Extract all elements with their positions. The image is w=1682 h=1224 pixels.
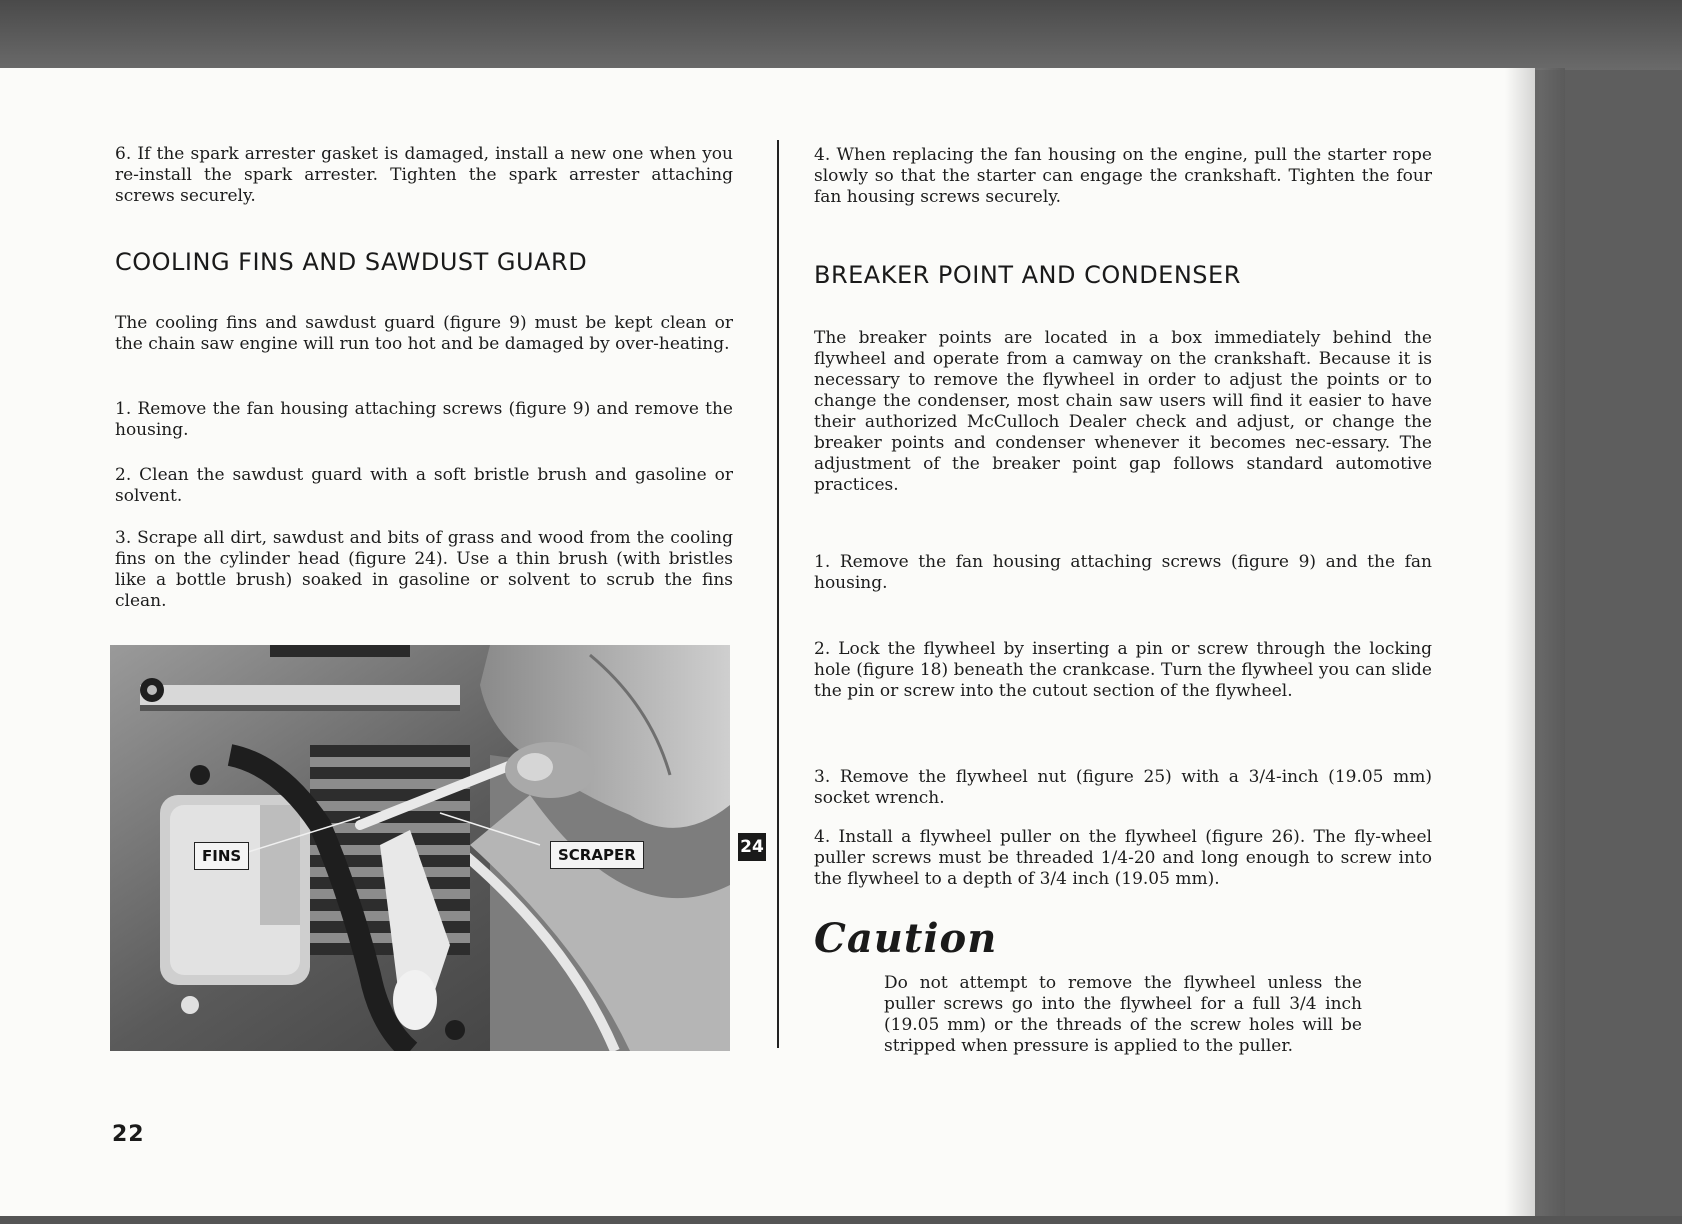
page-edge-shadow (1505, 68, 1565, 1218)
cooling-fins-paragraph: The cooling fins and sawdust guard (figure 9) must be kept clean or the chain saw engine will run too hot and be damaged by over-heating. (115, 313, 733, 354)
cooling-fins-heading: COOLING FINS AND SAWDUST GUARD (115, 248, 588, 276)
left-step-2 (115, 465, 733, 507)
breaker-point-heading: BREAKER POINT AND CONDENSER (814, 261, 1241, 289)
step-remove-flywheel-nut: 3. Remove the flywheel nut (figure 25) with a 3/4-inch (19.05 mm) socket wrench. (814, 767, 1432, 808)
step-install-puller: 4. Install a flywheel puller on the flywheel (figure 26). The fly-wheel puller screws must be threaded 1/4-20 and long enough to screw into the flywheel to a depth of 3/4 inch (19.05 mm). (814, 827, 1432, 889)
column-divider (777, 140, 779, 1048)
bottom-edge (0, 1216, 1682, 1224)
left-intro-paragraph (115, 144, 733, 207)
spark-arrester-paragraph: 6. If the spark arrester gasket is damaged, install a new one when you re-install the spark arrester. Tighten the spark arrester attaching screws securely. (115, 144, 733, 206)
left-step-3 (115, 528, 733, 612)
fan-housing-paragraph: 4. When replacing the fan housing on the engine, pull the starter rope slowly so that the starter can engage the crankshaft. Tighten the four fan housing screws securely. (814, 145, 1432, 207)
step-scrape-fins: 3. Scrape all dirt, sawdust and bits of grass and wood from the cooling fins on the cylinder head (figure 24). Use a thin brush (with bristles like a bottle brush) soaked in gasoline or solvent to scrub the fins clean. (115, 528, 733, 611)
step-clean-guard: 2. Clean the sawdust guard with a soft bristle brush and gasoline or solvent. (115, 465, 733, 506)
right-step-2 (814, 639, 1432, 702)
breaker-points-paragraph: The breaker points are located in a box immediately behind the flywheel and operate from a camway on the crankshaft. Because it is necessary to remove the flywheel in order to adjust the points or to change the condenser, most chain saw users will find it easier to have their authorized McCulloch Dealer check and adjust, or change the breaker points and condenser whenever it becomes nec-essary. The adjustment of the breaker point gap follows standard automotive practices. (814, 328, 1432, 495)
right-step-4 (814, 827, 1432, 890)
step-remove-housing: 1. Remove the fan housing attaching screws (figure 9) and remove the housing. (115, 399, 733, 440)
right-body (814, 328, 1432, 496)
fins-label: FINS (194, 842, 249, 870)
page-number: 22 (112, 1122, 145, 1147)
right-intro-paragraph (814, 145, 1432, 208)
step-remove-fan-housing: 1. Remove the fan housing attaching screws (figure 9) and the fan housing. (814, 552, 1432, 593)
top-shadow (0, 0, 1682, 70)
right-step-1 (814, 552, 1432, 594)
left-step-1 (115, 399, 733, 441)
left-body (115, 313, 733, 355)
cooling-fins-photo (110, 645, 730, 1051)
figure-number-badge: 24 (738, 833, 766, 861)
right-step-3 (814, 767, 1432, 809)
caution-title: Caution (814, 915, 998, 962)
caution-text: Do not attempt to remove the flywheel unless the puller screws go into the flywheel for a full 3/4 inch (19.05 mm) or the threads of the screw holes will be stripped when pressure is applied to the puller. (884, 973, 1362, 1056)
scraper-label: SCRAPER (550, 841, 644, 869)
step-lock-flywheel: 2. Lock the flywheel by inserting a pin or screw through the locking hole (figure 18) beneath the crankcase. Turn the flywheel you can slide the pin or screw into the cutout section of the flywheel. (814, 639, 1432, 701)
